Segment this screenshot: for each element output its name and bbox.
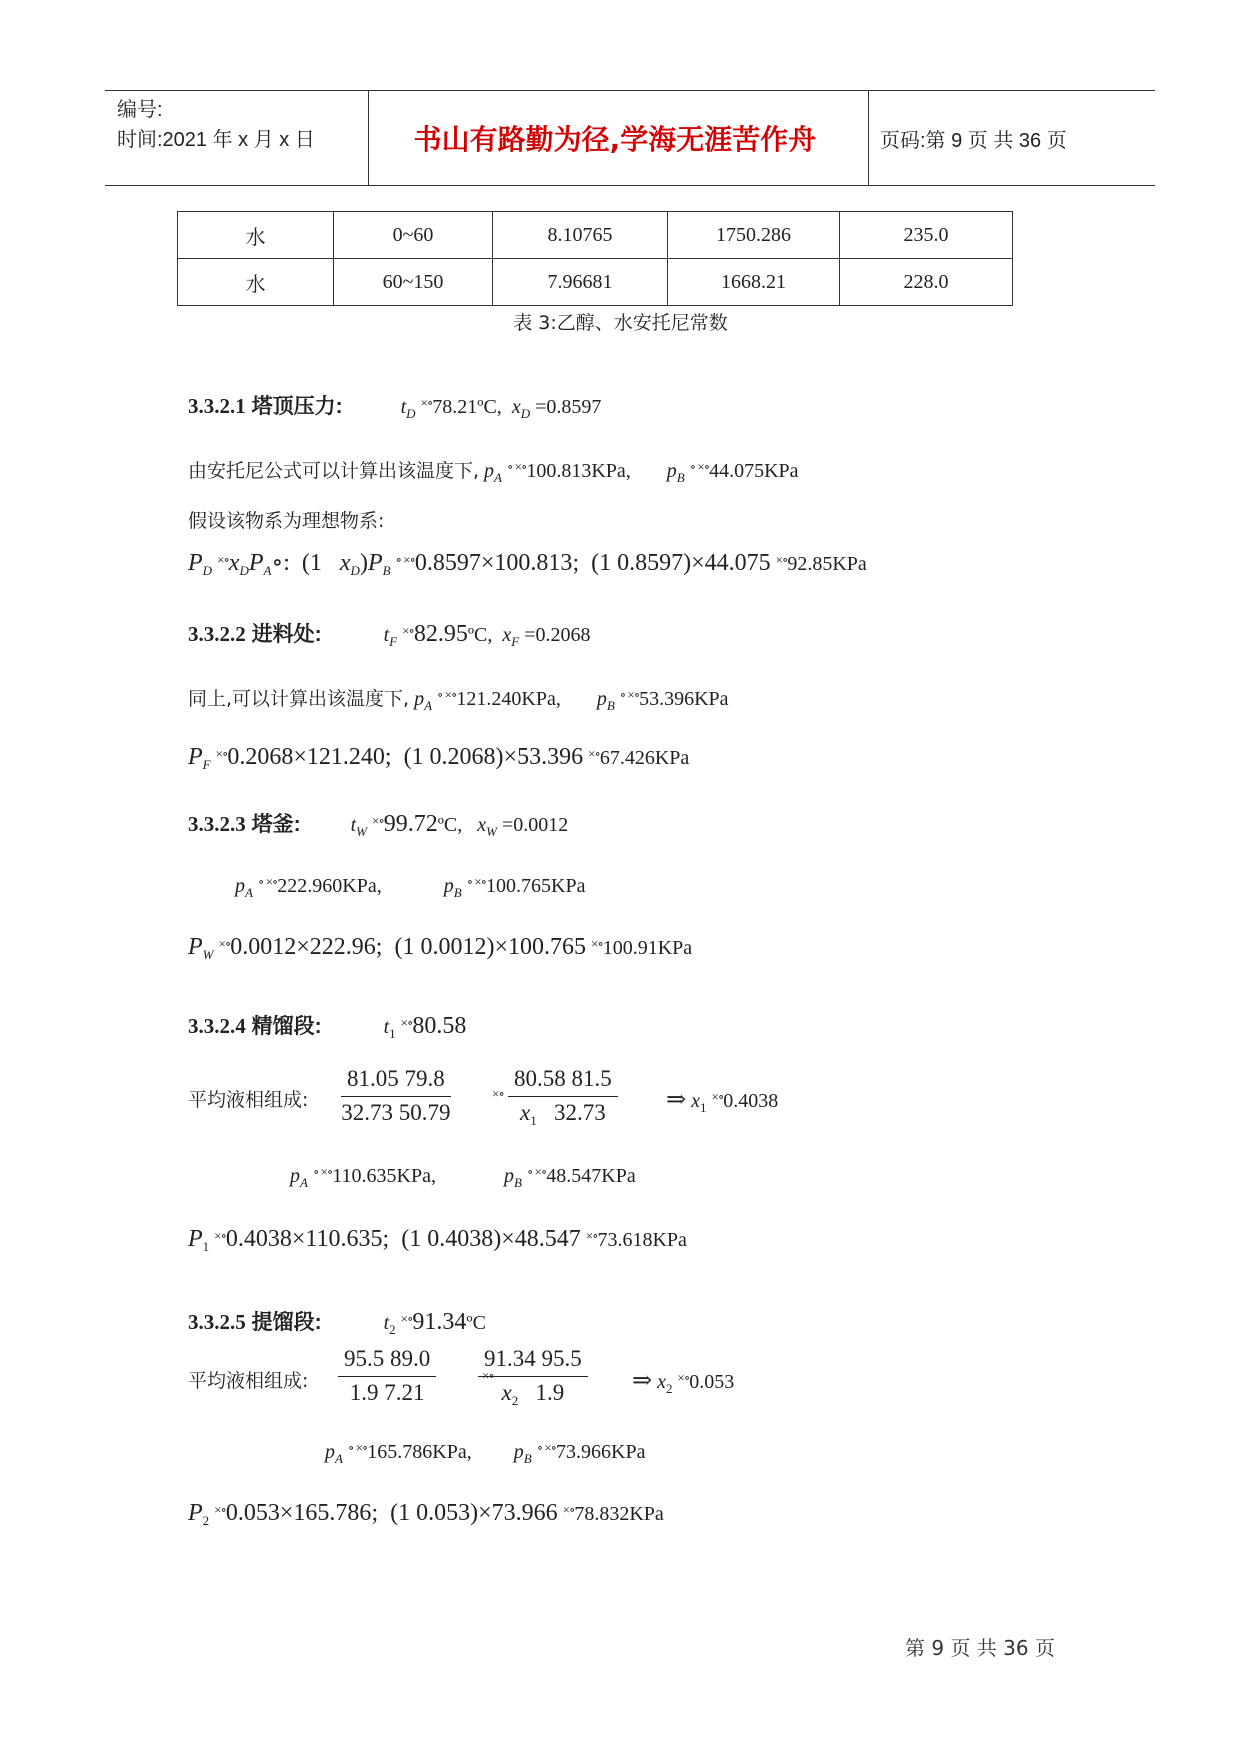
section-number: 3.3.2.2 (188, 622, 246, 646)
header-page-label: 页码:第 9 页 共 36 页 (880, 129, 1067, 152)
fraction-numerator: 81.05 79.8 (341, 1066, 451, 1097)
fraction (508, 1066, 618, 1129)
pressure-b: 53.396KPa (639, 688, 729, 710)
table-row (178, 212, 1013, 259)
table-cell: 235.0 (840, 212, 1013, 259)
table-row (178, 259, 1013, 306)
composition-result: 0.053 (689, 1371, 735, 1393)
temperature-unit: ºC (466, 1312, 486, 1334)
table-cell: 7.96681 (493, 259, 668, 306)
composition-value: =0.2068 (524, 624, 591, 646)
section-title: 进料处: (251, 623, 322, 646)
equation-tail: (1 0.4038)×48.547 (401, 1226, 581, 1252)
composition-result: 0.4038 (723, 1090, 779, 1112)
pressure-a: 100.813KPa, (526, 460, 631, 482)
text-line: $p_A$ ∘ ×∘110.635KPa, $p_B$ ∘ ×∘48.547KPa (290, 1164, 636, 1190)
table-cell: 8.10765 (493, 212, 668, 259)
equation-result: 73.618KPa (597, 1229, 687, 1251)
fraction (338, 1346, 436, 1406)
section-title: 精馏段: (251, 1015, 322, 1038)
temperature-unit: ºC, (477, 396, 502, 418)
pressure-b: 48.547KPa (546, 1165, 636, 1187)
page-footer: 第 9 页 共 36 页 (905, 1636, 1055, 1660)
equation-tail: (1 0.053)×73.966 (390, 1500, 558, 1526)
equation-tail: (1 0.0012)×100.765 (394, 934, 586, 960)
section-heading: 3.3.2.2 进料处: $t_F$ ×∘82.95ºC, $x_F =0.2068$ (188, 621, 591, 649)
section-title: 塔釜: (251, 813, 301, 836)
header-meta (117, 95, 315, 155)
temperature-value: 80.58 (412, 1013, 467, 1039)
equation-line: $P_1$ ×∘0.4038×110.635; (1 0.4038)×48.547 ×∘73.618KPa (188, 1226, 687, 1254)
text-line: $p_A$ ∘ ×∘222.960KPa, $p_B$ ∘ ×∘100.765KPa (235, 874, 586, 900)
antoine-constants-table (177, 211, 1013, 306)
page-header (105, 90, 1155, 186)
section-number: 3.3.2.1 (188, 394, 246, 418)
equation-result: 67.426KPa (599, 747, 690, 769)
temperature-unit: ºC, (437, 814, 463, 836)
equation-result: 78.832KPa (574, 1503, 664, 1525)
equals-sign: ×∘ (492, 1086, 504, 1101)
header-time-label: 时间:2021 年 x 月 x 日 (117, 129, 315, 151)
header-divider (368, 91, 369, 185)
equation-tail: (1 0.8597)×44.075 (591, 550, 771, 576)
implication: ⇒ $x_1$ ×∘0.4038 (666, 1087, 779, 1115)
equation-line: $P_2$ ×∘0.053×165.786; (1 0.053)×73.966 ×∘78.832KPa (188, 1500, 664, 1528)
pressure-b: 73.966KPa (556, 1441, 646, 1463)
pressure-a: 121.240KPa, (456, 688, 561, 710)
fraction-denominator: 32.73 50.79 (341, 1100, 451, 1125)
fraction-denominator: $x_2$ 1.9 (501, 1380, 565, 1408)
fraction-numerator: 95.5 89.0 (338, 1346, 436, 1377)
section-number: 3.3.2.3 (188, 812, 246, 836)
section-title: 塔顶压力: (251, 395, 343, 418)
equation-line: $P_F$ ×∘0.2068×121.240; (1 0.2068)×53.396 ×∘67.426KPa (188, 744, 690, 772)
section-number: 3.3.2.5 (188, 1310, 246, 1334)
equation-line: $P_D$ $^{\times\circ}x_DP_A\circ$: (1 $x_D)P_B$ ∘ ×∘0.8597×100.813; (1 0.8597)×44.075 ×∘92.85KPa (188, 550, 867, 578)
temperature-value: 82.95 (413, 621, 468, 647)
description-text: 由安托尼公式可以计算出该温度下, (188, 460, 480, 482)
section-heading: 3.3.2.1 塔顶压力: $t_D$ ×∘78.21ºC, $x_D =0.8597$ (188, 394, 602, 421)
pressure-a: 222.960KPa, (277, 875, 382, 897)
equation-mid: 0.4038×110.635 (225, 1226, 383, 1252)
text-line: 由安托尼公式可以计算出该温度下, $p_A$ ∘ ×∘100.813KPa, $p_B$ ∘ ×∘44.075KPa (188, 459, 799, 485)
equation-result: 100.91KPa (602, 937, 693, 959)
avg-label: 平均液相组成: (188, 1370, 309, 1392)
equation-line: $P_W$ ×∘0.0012×222.96; (1 0.0012)×100.765 ×∘100.91KPa (188, 934, 693, 962)
equation-result: 92.85KPa (787, 553, 867, 575)
equation-mid: 0.2068×121.240 (227, 744, 385, 770)
table-cell: 水 (178, 212, 334, 259)
table-cell: 228.0 (840, 259, 1013, 306)
table-caption: 表 3:乙醇、水安托尼常数 (513, 312, 728, 334)
implication: ⇒ $x_2$ ×∘0.053 (632, 1368, 735, 1396)
fraction (478, 1346, 588, 1409)
pressure-a: 110.635KPa, (332, 1165, 436, 1187)
fraction-denominator: 1.9 7.21 (349, 1380, 425, 1405)
description-text: 同上,可以计算出该温度下, (188, 688, 410, 710)
table-cell: 1750.286 (668, 212, 840, 259)
fraction-numerator: 80.58 81.5 (508, 1066, 618, 1097)
text-line: 同上,可以计算出该温度下, $p_A$ ∘ ×∘121.240KPa, $p_B$ ∘ ×∘53.396KPa (188, 687, 729, 713)
fraction-denominator: $x_1$ 32.73 (520, 1100, 606, 1128)
table-cell: 60~150 (334, 259, 493, 306)
table-cell: 1668.21 (668, 259, 840, 306)
table-cell: 0~60 (334, 212, 493, 259)
assumption-text: 假设该物系为理想物系: (188, 510, 385, 532)
section-title: 提馏段: (251, 1311, 322, 1334)
fraction (341, 1066, 451, 1126)
composition-value: =0.0012 (502, 814, 569, 836)
composition-value: =0.8597 (535, 396, 602, 418)
temperature-value: 91.34 (412, 1309, 467, 1335)
pressure-a: 165.786KPa, (367, 1441, 472, 1463)
header-divider (868, 91, 869, 185)
section-heading: 3.3.2.4 精馏段: $t_1$ ×∘80.58 (188, 1013, 467, 1041)
header-motto: 书山有路勤为径,学海无涯苦作舟 (413, 123, 817, 156)
fraction-denominator-value: 32.73 (553, 1100, 606, 1125)
section-heading: 3.3.2.3 塔釜: $t_W$ ×∘99.72ºC, $x_W =0.0012$ (188, 811, 569, 839)
avg-label: 平均液相组成: (188, 1089, 309, 1111)
pressure-b: 100.765KPa (486, 875, 586, 897)
equation-mid: 0.8597×100.813 (414, 550, 573, 576)
fraction-numerator: 91.34 95.5 (478, 1346, 588, 1377)
table-cell: 水 (178, 259, 334, 306)
temperature-unit: ºC, (467, 624, 493, 646)
section-heading: 3.3.2.5 提馏段: $t_2$ ×∘91.34ºC (188, 1309, 486, 1337)
pressure-b: 44.075KPa (709, 460, 799, 482)
equation-tail: (1 0.2068)×53.396 (403, 744, 584, 770)
text-line: $p_A$ ∘ ×∘165.786KPa, $p_B$ ∘ ×∘73.966KPa (325, 1440, 646, 1466)
equation-mid: 0.053×165.786 (225, 1500, 372, 1526)
section-number: 3.3.2.4 (188, 1014, 246, 1038)
temperature-value: 78.21 (432, 396, 478, 418)
equals-sign: ×∘ (482, 1368, 494, 1383)
fraction-denominator-value: 1.9 (535, 1380, 565, 1405)
temperature-value: 99.72 (383, 811, 438, 837)
header-number-label: 编号: (117, 99, 163, 121)
equation-mid: 0.0012×222.96 (230, 934, 376, 960)
